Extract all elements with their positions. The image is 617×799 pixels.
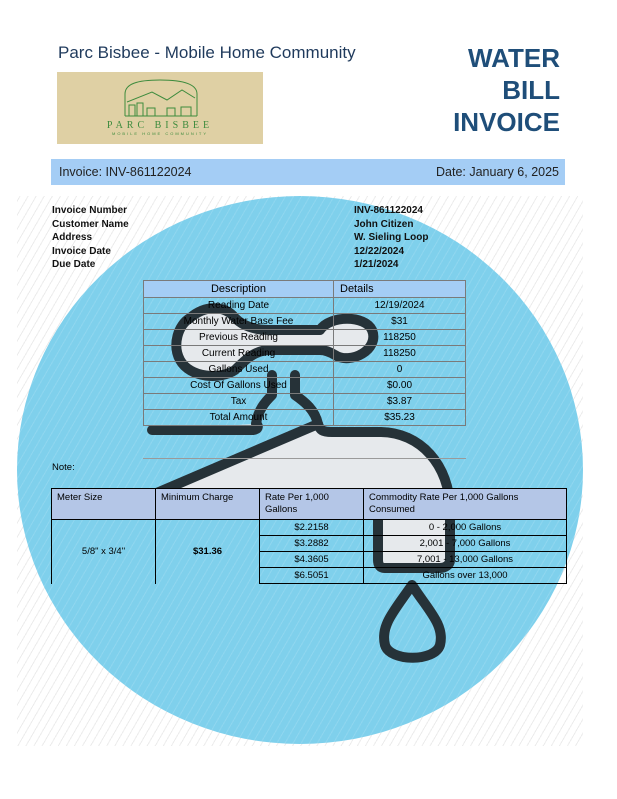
minimum-charge-cell: $31.36: [156, 520, 260, 584]
range-cell: Gallons over 13,000: [364, 568, 567, 584]
rates-table: [51, 488, 567, 584]
description-cell: Tax: [144, 394, 334, 410]
info-label: Due Date: [52, 259, 96, 270]
customer-info: [52, 204, 428, 272]
info-label: Customer Name: [52, 218, 129, 230]
info-row: [52, 204, 428, 218]
info-row: [52, 218, 428, 232]
svg-text:MOBILE HOME COMMUNITY: MOBILE HOME COMMUNITY: [111, 131, 209, 136]
table-row: [144, 298, 466, 314]
mountain-homes-logo-icon: [57, 72, 263, 144]
table-row: [144, 346, 466, 362]
description-cell: Reading Date: [144, 298, 334, 314]
rate-cell: $6.5051: [260, 568, 364, 584]
description-cell: Previous Reading: [144, 330, 334, 346]
title-line: BILL: [502, 75, 560, 105]
details-cell: 118250: [334, 330, 466, 346]
table-row: [144, 314, 466, 330]
info-row: [52, 231, 428, 245]
table-row: [144, 378, 466, 394]
info-label: Address: [52, 232, 93, 243]
invoice-bar: [51, 159, 565, 185]
company-logo: [57, 72, 263, 144]
table-header-row: [52, 489, 567, 520]
column-header: Minimum Charge: [156, 489, 260, 520]
invoice-date-label: Date: January 6, 2025: [436, 165, 559, 179]
details-cell: 0: [334, 362, 466, 378]
svg-text:PARC BISBEE: PARC BISBEE: [106, 120, 214, 131]
info-value: 12/22/2024: [354, 245, 405, 257]
description-cell: Gallons Used: [144, 362, 334, 378]
column-header: Details: [334, 281, 466, 298]
info-label: Invoice Number: [52, 205, 128, 216]
column-header: Meter Size: [52, 489, 156, 520]
note-label: Note:: [52, 462, 75, 473]
rate-cell: $2.2158: [260, 520, 364, 536]
divider: [143, 458, 466, 459]
details-cell: 12/19/2024: [334, 298, 466, 314]
info-row: [52, 258, 428, 272]
table-header-row: [144, 281, 466, 298]
column-header: Commodity Rate Per 1,000 Gallons Consumed: [364, 489, 567, 520]
rate-cell: $4.3605: [260, 552, 364, 568]
table-row: [144, 330, 466, 346]
company-name: Parc Bisbee - Mobile Home Community: [58, 43, 356, 62]
title-line: INVOICE: [453, 107, 560, 137]
info-label: Invoice Date: [52, 245, 111, 257]
table-row: [52, 520, 567, 536]
table-row: [144, 410, 466, 426]
table-row: [144, 394, 466, 410]
description-cell: Cost Of Gallons Used: [144, 378, 334, 394]
details-cell: 118250: [334, 346, 466, 362]
title-line: WATER: [468, 43, 560, 73]
meter-size-cell: 5/8" x 3/4": [52, 520, 156, 584]
description-cell: Total Amount: [144, 410, 334, 426]
description-cell: Current Reading: [144, 346, 334, 362]
details-table: [143, 280, 466, 426]
info-value: W. Sieling Loop: [354, 232, 429, 243]
info-row: [52, 245, 428, 259]
rate-cell: $3.2882: [260, 536, 364, 552]
info-value: John Citizen: [354, 218, 414, 230]
column-header: Description: [144, 281, 334, 298]
range-cell: 0 - 2,000 Gallons: [364, 520, 567, 536]
description-cell: Monthly Water Base Fee: [144, 314, 334, 330]
table-row: [144, 362, 466, 378]
info-value: INV-861122024: [354, 205, 423, 216]
document-title: [453, 42, 560, 138]
details-cell: $35.23: [334, 410, 466, 426]
column-header: Rate Per 1,000 Gallons: [260, 489, 364, 520]
range-cell: 2,001 - 7,000 Gallons: [364, 536, 567, 552]
details-cell: $31: [334, 314, 466, 330]
info-value: 1/21/2024: [354, 259, 399, 270]
details-cell: $3.87: [334, 394, 466, 410]
invoice-number-label: Invoice: INV-861122024: [59, 165, 192, 179]
range-cell: 7,001 - 13,000 Gallons: [364, 552, 567, 568]
details-cell: $0.00: [334, 378, 466, 394]
